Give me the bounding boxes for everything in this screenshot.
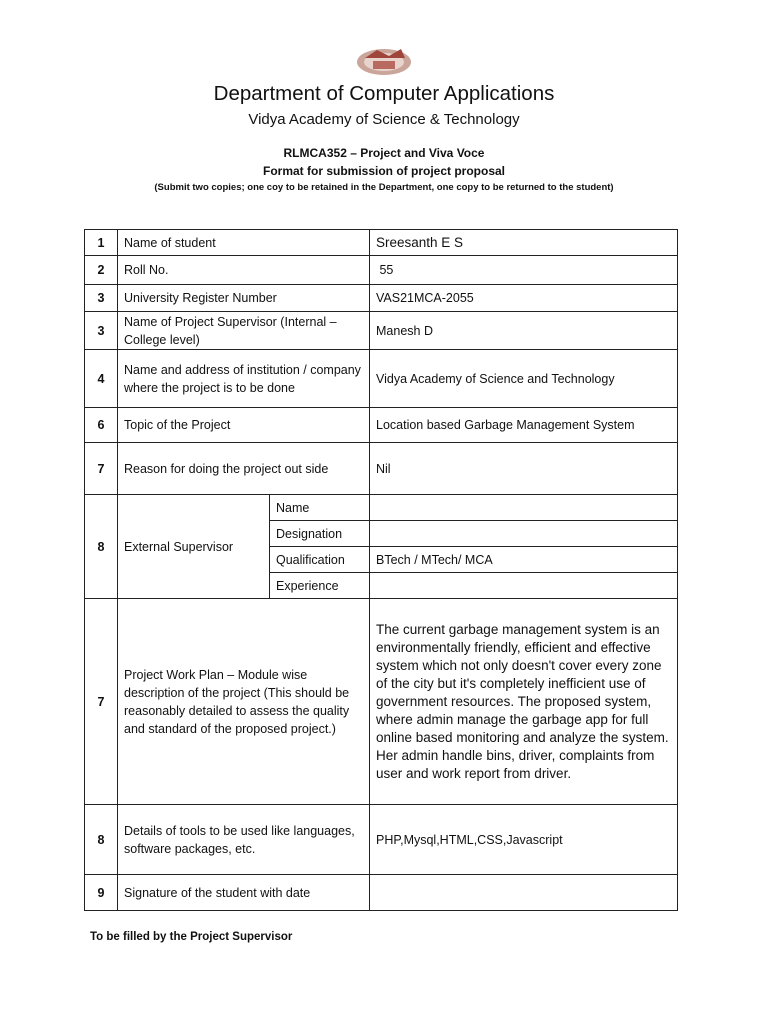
table-row [85,805,678,875]
supervisor-value: Manesh D [370,312,678,350]
row-label: Topic of the Project [118,408,370,443]
table-row [85,875,678,911]
project-topic-value: Location based Garbage Management System [370,408,678,443]
row-label: Signature of the student with date [118,875,370,911]
table-row [85,285,678,312]
row-label: External Supervisor [118,495,270,599]
row-number: 8 [85,495,118,599]
row-label: Name of Project Supervisor (Internal – College level) [118,312,370,350]
row-number: 4 [85,350,118,408]
external-field-label: Name [270,495,370,521]
external-name-value [370,495,678,521]
table-row [85,495,678,521]
row-number: 6 [85,408,118,443]
tools-value: PHP,Mysql,HTML,CSS,Javascript [370,805,678,875]
external-designation-value [370,521,678,547]
row-label: Reason for doing the project out side [118,443,370,495]
institution-name: Vidya Academy of Science & Technology [248,111,520,128]
row-number: 7 [85,443,118,495]
row-label: Roll No. [118,256,370,285]
external-experience-value [370,573,678,599]
row-label: Project Work Plan – Module wise description of the project (This should be reasonably detailed to assess the quality and standard of the proposed project.) [118,599,370,805]
table-row [85,230,678,256]
supervisor-section-heading: To be filled by the Project Supervisor [90,931,293,943]
table-row [85,312,678,350]
row-number: 3 [85,285,118,312]
row-number: 1 [85,230,118,256]
row-label: Name and address of institution / company where the project is to be done [118,350,370,408]
external-field-label: Qualification [270,547,370,573]
table-row [85,599,678,805]
student-name-value: Sreesanth E S [370,230,678,256]
row-label: University Register Number [118,285,370,312]
external-field-label: Experience [270,573,370,599]
register-number-value: VAS21MCA-2055 [370,285,678,312]
table-row [85,256,678,285]
signature-value [370,875,678,911]
proposal-form-table [84,229,678,911]
roll-number-value: 55 [370,256,678,285]
external-field-label: Designation [270,521,370,547]
row-number: 7 [85,599,118,805]
submission-note: (Submit two copies; one coy to be retained in the Department, one copy to be returned to the student) [154,182,614,193]
table-row [85,408,678,443]
row-number: 9 [85,875,118,911]
reason-value: Nil [370,443,678,495]
institution-value: Vidya Academy of Science and Technology [370,350,678,408]
course-title: RLMCA352 – Project and Viva Voce [283,146,485,160]
work-plan-value: The current garbage management system is an environmentally friendly, efficient and effective system which not only doesn't cover every zone of the city but it's completely inefficient use of government resources. The proposed system, where admin manage the garbage app for full online based monitoring and analyze the system. Her admin handle bins, driver, complaints from user and work report from driver. [370,599,678,805]
table-row [85,443,678,495]
row-number: 8 [85,805,118,875]
row-number: 3 [85,312,118,350]
institution-logo [355,44,413,76]
row-number: 2 [85,256,118,285]
row-label: Details of tools to be used like languages, software packages, etc. [118,805,370,875]
table-row [85,350,678,408]
format-title: Format for submission of project proposal [262,164,506,178]
external-qualification-value: BTech / MTech/ MCA [370,547,678,573]
row-label: Name of student [118,230,370,256]
department-title: Department of Computer Applications [213,82,555,105]
